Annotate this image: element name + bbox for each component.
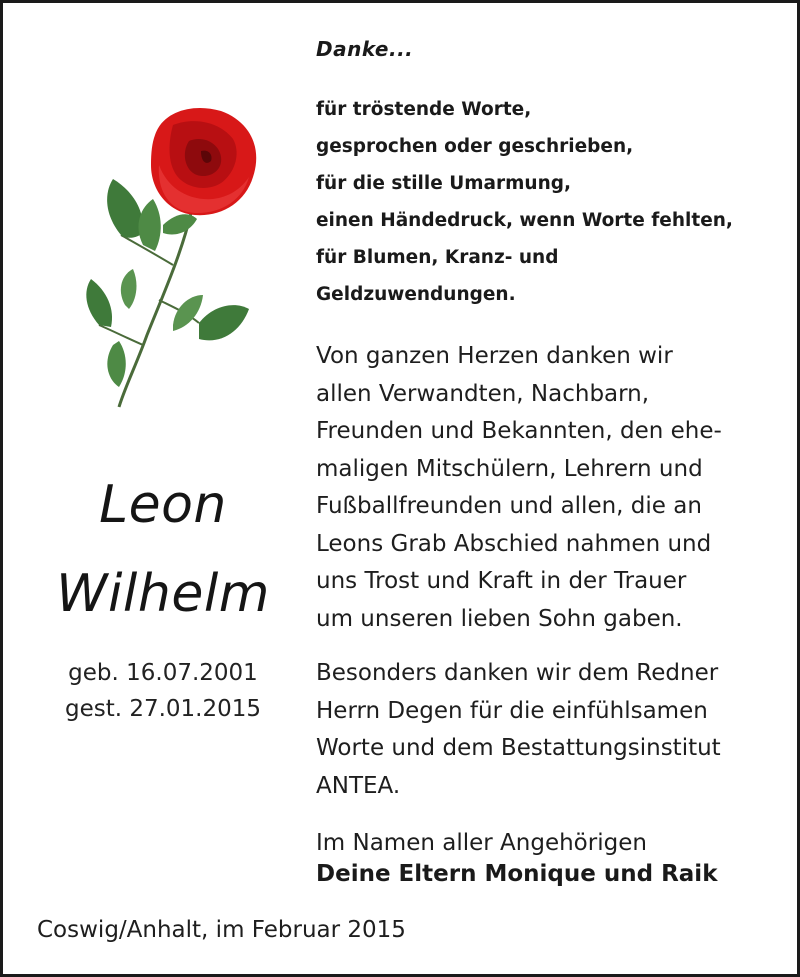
signature: Deine Eltern Monique und Raik: [316, 861, 718, 887]
intro-heading: Danke...: [316, 37, 414, 61]
paragraph-line: Worte und dem Bestattungsinstitut: [316, 735, 721, 761]
paragraph-line: Freunden und Bekannten, den ehe-: [316, 418, 722, 444]
thanks-line: für Blumen, Kranz- und: [316, 247, 559, 268]
paragraph-line: Herrn Degen für die einfühlsamen: [316, 697, 708, 724]
closing-line: Im Namen aller Angehörigen: [316, 830, 647, 856]
deceased-first-name: Leon: [99, 475, 227, 535]
thanks-line: für die stille Umarmung,: [316, 173, 572, 194]
paragraph-line: uns Trost und Kraft in der Trauer: [316, 568, 687, 594]
thanks-line: einen Händedruck, wenn Worte fehlten,: [316, 210, 733, 231]
paragraph-line: ANTEA.: [316, 772, 401, 799]
paragraph-line: maligen Mitschülern, Lehrern und: [316, 455, 703, 482]
paragraph-line: Leons Grab Abschied nahmen und: [316, 530, 712, 557]
life-dates: [3, 655, 323, 727]
thanks-line: gesprochen oder geschrieben,: [316, 136, 634, 157]
paragraph-line: allen Verwandten, Nachbarn,: [316, 380, 650, 407]
special-thanks-paragraph: [316, 655, 786, 805]
deceased-last-name: Wilhelm: [56, 564, 270, 624]
thanks-line: Geldzuwendungen.: [316, 284, 516, 305]
birth-date: geb. 16.07.2001: [68, 660, 258, 686]
rose-icon: [63, 95, 273, 415]
death-date: gest. 27.01.2015: [64, 696, 262, 722]
place-date: Coswig/Anhalt, im Februar 2015: [37, 917, 406, 943]
thanks-line: für tröstende Worte,: [316, 99, 532, 120]
thanks-list: [316, 91, 786, 313]
paragraph-line: Besonders danken wir dem Redner: [316, 660, 719, 686]
thanks-paragraph: [316, 338, 786, 638]
paragraph-line: um unseren lieben Sohn gaben.: [316, 605, 683, 632]
paragraph-line: Fußballfreunden und allen, die an: [316, 493, 702, 519]
paragraph-line: Von ganzen Herzen danken wir: [316, 343, 673, 369]
